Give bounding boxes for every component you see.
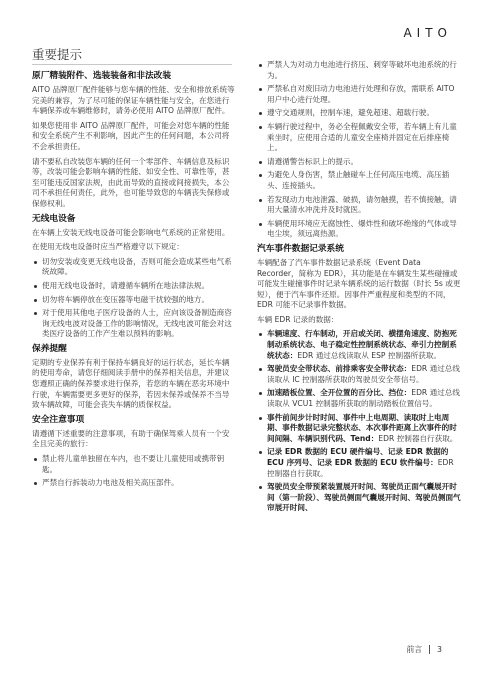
section-heading-edr: 汽车事件数据记录系统 xyxy=(257,243,344,254)
item-desc: EDR 通过总线读取从 VCU1 控制器所获取的制动踏板位置信号。 xyxy=(267,388,460,409)
list-item: 切勿将车辆停放在变压器等电磁干扰较强的地方。 xyxy=(32,295,237,306)
paragraph: 定期的专业保养有利于保持车辆良好的运行状态，延长车辆的使用寿命，请您仔细阅读手册中的保养相关信息，并建议您遵照正确的保养要求进行保养，若您的车辆在恶劣环境中行驶，车辆需要更多更好的保养，若因未保养或保养不当导致车辆故障，可能会丧失车辆的质保权益。 xyxy=(32,357,230,410)
list-item: 遵守交通规则，控制车速，避免超速、超载行驶。 xyxy=(257,108,462,119)
title-divider xyxy=(32,64,232,65)
paragraph: 在车辆上安装无线电设备可能会影响电气系统的正常使用。 xyxy=(32,227,230,237)
footer-divider xyxy=(429,645,430,654)
item-term: 事件前间步计时时间、事件中上电周期、读取时上电周期、事件数据记录完整状态、本次事件距离上次事件的时间间隔、车辆识别代码、Tend： xyxy=(267,412,457,443)
right-column xyxy=(257,60,462,518)
item-term: 加速踏板位置、全开位置的百分比、挡位： xyxy=(267,388,412,398)
item-term: 驾驶员安全带预紧装置展开时间、驾驶员正面气囊展开时间（第一阶段）、驾驶员侧面气囊展开时间、驾驶员侧面气帘展开时间、 xyxy=(267,482,461,513)
item-desc: EDR 控制器自行获取。 xyxy=(267,458,454,478)
list-item: 对于使用其他电子医疗设备的人士，应向该设备制造商咨询无线电波对设备工作的影响情况，无线电波可能会对这类医疗设备的工作产生难以预料的影响。 xyxy=(32,308,237,340)
brand-logo: AITO xyxy=(403,26,452,40)
list-item xyxy=(257,364,462,385)
list-item: 使用无线电设备时，请遵循车辆所在地法律法规。 xyxy=(32,281,237,292)
list-item xyxy=(257,413,462,445)
list-item: 严禁人为对动力电池进行挤压、刺穿等破坏电池系统的行为。 xyxy=(257,60,462,81)
list-item: 严禁私自对废旧动力电池进行处理和存放，需联系 AITO 用户中心进行处理。 xyxy=(257,84,462,105)
list-item: 禁止将儿童单独留在车内，也不要让儿童使用或携带钥匙。 xyxy=(32,454,237,475)
paragraph: 车辆配备了汽车事件数据记录系统（Event Data Recorder，简称为 EDR），其功能是在车辆发生某些碰撞或可能发生碰撞事件时记录车辆系统的运行数据（时长 5s 或更短），便于汽车事件还原。因事件严重程度和类型的不同，EDR 可能不记录事件数据。 xyxy=(257,257,461,310)
list-item: 车辆使用环境应无腐蚀性、爆炸性和破坏绝缘的气体或导电尘埃，须远离热源。 xyxy=(257,219,462,240)
list-item: 若发现动力电池泄露、破损，请勿触摸，若不慎接触，请用大量清水冲洗并及时就医。 xyxy=(257,195,462,216)
safety-list-continued xyxy=(257,60,462,240)
item-desc: EDR 通过总线读取从 IC 控制器所获取的驾驶员安全带信号。 xyxy=(267,364,460,384)
section-heading-safety: 安全注意事项 xyxy=(32,414,85,425)
list-item xyxy=(257,482,462,514)
item-desc: EDR 控制器自行获取。 xyxy=(378,433,458,443)
safety-list xyxy=(32,454,237,489)
list-item: 切勿安装或变更无线电设备，否则可能会造成某些电气系统故障。 xyxy=(32,257,237,278)
section-heading-maintenance: 保养提醒 xyxy=(32,343,67,354)
radio-rules-list xyxy=(32,257,237,340)
footer-section-label: 前言 xyxy=(406,645,423,654)
list-item: 请遵循警告标识上的提示。 xyxy=(257,157,462,168)
paragraph: 在使用无线电设备时应当严格遵守以下规定： xyxy=(32,242,184,252)
list-item: 为避免人身伤害，禁止触碰车上任何高压电缆、高压插头、连接插头。 xyxy=(257,170,462,191)
page-title: 重要提示 xyxy=(32,47,83,62)
paragraph: 请不要私自改装您车辆的任何一个零部件、车辆信息及标识等，改装可能会影响车辆的性能、如安全性、可靠性等，甚至可能违反国家法规，由此而导致的直接或间接损失，本公司不承担任何责任，此外，也可能导致您的车辆丧失保修或保修权利。 xyxy=(32,156,230,208)
paragraph: 如果您使用非 AITO 品牌原厂配件，可能会对您车辆的性能和安全系统产生不利影响，因此产生的任何问题，本公司将不会承担责任。 xyxy=(32,120,230,151)
list-item xyxy=(257,447,462,479)
item-desc: EDR 通过总线读取从 ESP 控制器所获取。 xyxy=(297,350,442,360)
page-footer xyxy=(406,644,442,655)
paragraph: 请遵循下述重要的注意事项，有助于确保驾乘人员有一个安全且完美的旅行： xyxy=(32,428,230,449)
paragraph: 车辆 EDR 记录的数据： xyxy=(257,314,339,324)
left-column xyxy=(32,68,237,493)
item-term: 驾驶员安全带状态、前排乘客安全带状态： xyxy=(267,364,412,374)
item-term: 车辆速度、行车制动，开启或关闭、横摆角速度、防抱死制动系统状态、电子稳定性控制系统状态、牵引力控制系统状态： xyxy=(267,329,457,360)
page-number: 3 xyxy=(437,645,442,654)
section-heading-radio: 无线电设备 xyxy=(32,213,76,224)
list-item xyxy=(257,329,462,361)
section-heading-accessories: 原厂精装附件、选装装备和非法改装 xyxy=(32,71,171,81)
edr-data-list xyxy=(257,329,462,514)
list-item: 严禁自行拆装动力电池及相关高压部件。 xyxy=(32,478,237,489)
paragraph: AITO 品牌原厂配件能够与您车辆的性能、安全和排放系统等完美的兼容，为了尽可能的保证车辆性能与安全，在您进行车辆保养或车辆维修时，请务必使用 AITO 品牌原厂配件。 xyxy=(32,85,235,116)
list-item: 车辆行驶过程中，务必全程佩戴安全带，若车辆上有儿童乘坐时，应使用合适的儿童安全座椅并固定在后排座椅上。 xyxy=(257,122,462,154)
item-term: 记录 EDR 数据的 ECU 硬件编号、记录 EDR 数据的 ECU 序列号、记录 EDR 数据的 ECU 软件编号： xyxy=(267,447,449,467)
list-item xyxy=(257,388,462,409)
